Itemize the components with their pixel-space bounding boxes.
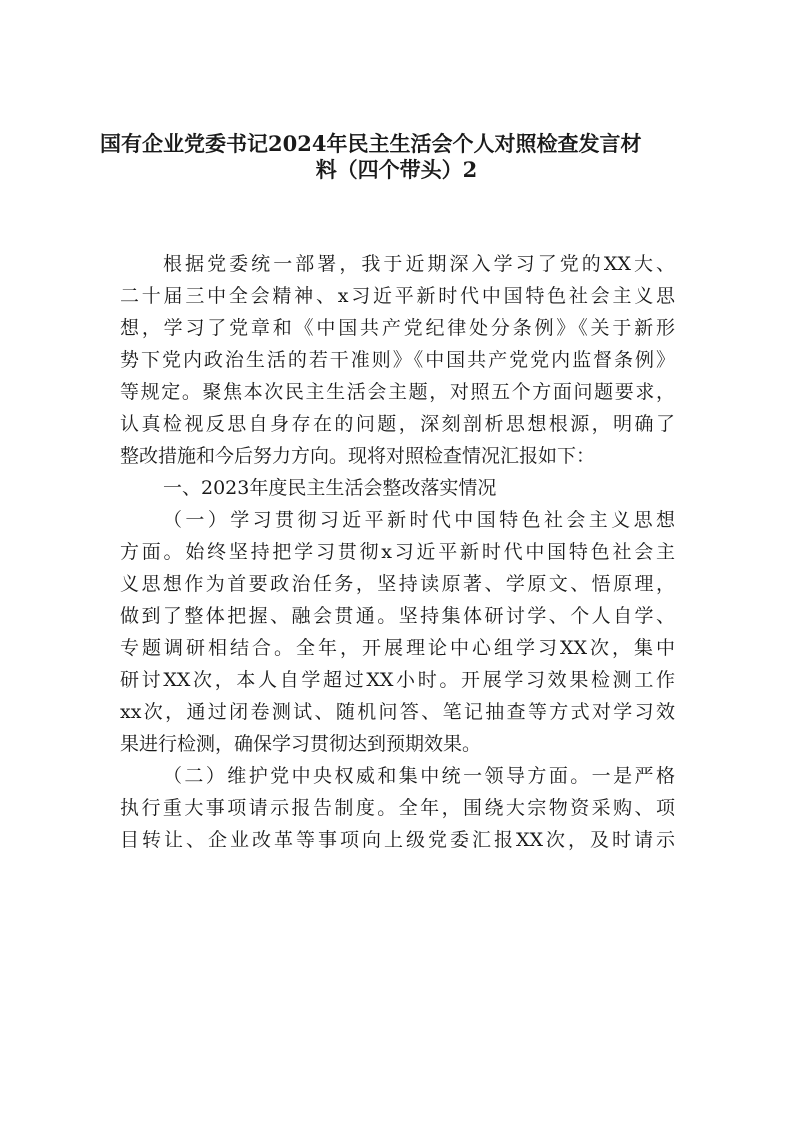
paragraph-line: （二）维护党中央权威和集中统一领导方面。一是严格 [163, 765, 675, 787]
paragraph-line: 研讨XX次，本人自学超过XX小时。开展学习效果检测工作 [120, 669, 675, 691]
paragraph-line: 整改措施和今后努力方向。现将对照检查情况汇报如下： [120, 445, 596, 467]
document-title-line-1: 国有企业党委书记2024年民主生活会个人对照检查发言材 [100, 131, 642, 156]
paragraph-line: 目转让、企业改革等事项向上级党委汇报XX次，及时请示 [120, 829, 675, 851]
paragraph-line: （一）学习贯彻习近平新时代中国特色社会主义思想 [163, 509, 675, 531]
paragraph-line: 果进行检测，确保学习贯彻达到预期效果。 [120, 733, 482, 755]
paragraph-line: 专题调研相结合。全年，开展理论中心组学习XX次，集中 [120, 637, 675, 659]
section-heading: 一、2023年度民主生活会整改落实情况 [163, 477, 497, 499]
paragraph-line: 方面。始终坚持把学习贯彻x习近平新时代中国特色社会主 [120, 541, 675, 563]
paragraph-line: xx次，通过闭卷测试、随机问答、笔记抽查等方式对学习效 [120, 701, 675, 723]
paragraph-line: 执行重大事项请示报告制度。全年，围绕大宗物资采购、项 [120, 797, 675, 819]
paragraph-line: 义思想作为首要政治任务，坚持读原著、学原文、悟原理， [120, 573, 675, 595]
document-title-line-2: 料（四个带头）2 [315, 157, 478, 182]
paragraph-line: 等规定。聚焦本次民主生活会主题，对照五个方面问题要求， [120, 381, 675, 403]
paragraph-line: 认真检视反思自身存在的问题，深刻剖析思想根源，明确了 [120, 413, 675, 435]
paragraph-line: 势下党内政治生活的若干准则》《中国共产党党内监督条例》 [120, 349, 675, 371]
paragraph-line: 做到了整体把握、融会贯通。坚持集体研讨学、个人自学、 [120, 605, 675, 627]
paragraph-line: 二十届三中全会精神、x习近平新时代中国特色社会主义思 [120, 285, 675, 307]
paragraph-line: 根据党委统一部署，我于近期深入学习了党的XX大、 [163, 253, 675, 275]
paragraph-line: 想，学习了党章和《中国共产党纪律处分条例》《关于新形 [120, 317, 675, 339]
